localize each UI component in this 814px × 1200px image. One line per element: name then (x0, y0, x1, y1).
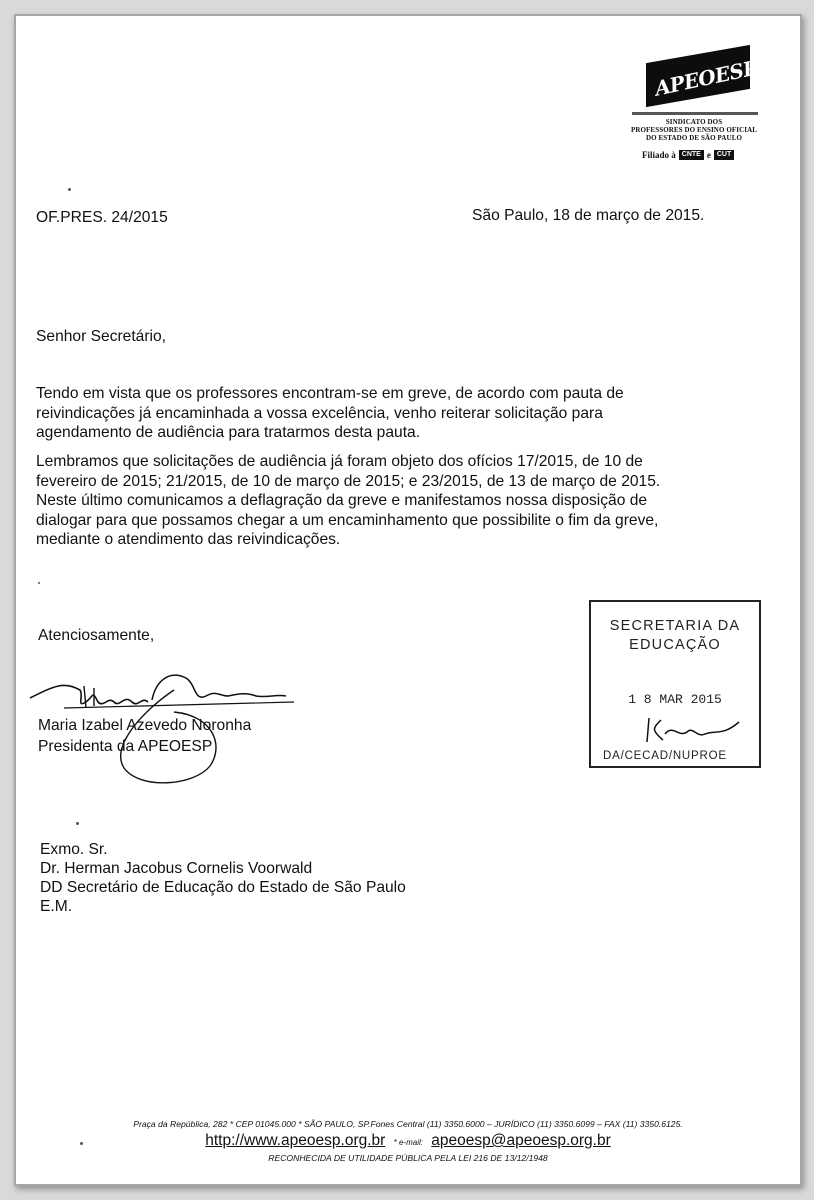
footer-recognition: RECONHECIDA DE UTILIDADE PÚBLICA PELA LEI 216 DE 13/12/1948 (268, 1153, 548, 1163)
logo-affiliation (642, 150, 734, 160)
recipient-line: DD Secretário de Educação do Estado de São Paulo (40, 879, 406, 896)
apeoesp-logo (628, 54, 758, 174)
letter-salutation: Senhor Secretário, (36, 328, 167, 345)
recipient-line: E.M. (40, 898, 73, 915)
speck-dot (76, 822, 79, 825)
logo-subtitle-line: SINDICATO DOS (665, 118, 723, 126)
affiliation-conjunction: e (706, 150, 711, 160)
footer-contact (16, 1132, 800, 1150)
paragraph-line: reivindicações já encaminhada a vossa excelência, venho reiterar solicitação para (36, 404, 603, 422)
logo-divider (632, 112, 758, 115)
stamp-initials-signature (643, 712, 753, 748)
document-page (14, 14, 802, 1186)
paragraph-line: fevereiro de 2015; 21/2015, de 10 de março de 2015; e 23/2015, de 13 de março de 2015. (36, 472, 661, 490)
stamp-line-2: EDUCAÇÃO (629, 637, 721, 653)
email-link[interactable]: apeoesp@apeoesp.org.br (431, 1132, 611, 1149)
stamp-department: DA/CECAD/NUPROE (603, 750, 727, 762)
logo-subtitle (628, 118, 760, 142)
recipient-line: Exmo. Sr. (40, 841, 108, 858)
paragraph-line: mediante o atendimento das reivindicações. (36, 531, 341, 549)
signatory-title: Presidenta da APEOESP (38, 738, 213, 755)
email-label: * e-mail: (393, 1138, 423, 1147)
footer-address: Praça da República, 282 * CEP 01045.000 * SÃO PAULO, SP.Fones Central (11) 3350.6000 – JURÍDICO (11) 3350.6099 – FAX (11) 3350.6125. (133, 1119, 683, 1129)
letter-date: São Paulo, 18 de março de 2015. (472, 207, 705, 224)
union-badge-cnte: CNTE (679, 150, 704, 160)
logo-brand-text: APEOESP (652, 55, 760, 101)
stamp-line-1: SECRETARIA DA (609, 618, 741, 634)
affiliation-label: Filiado à (642, 150, 676, 160)
logo-subtitle-line: PROFESSORES DO ENSINO OFICIAL (630, 126, 757, 134)
received-stamp (589, 600, 761, 768)
speck-dot (68, 188, 71, 191)
recipient-block (40, 840, 770, 916)
letter-closing: Atenciosamente, (38, 627, 155, 644)
union-badge-cut: CUT (714, 150, 734, 160)
speck-dot (80, 1142, 83, 1145)
letter-paragraph-2 (36, 452, 766, 550)
paragraph-line: agendamento de audiência para tratarmos desta pauta. (36, 424, 421, 442)
logo-subtitle-line: DO ESTADO DE SÃO PAULO (645, 134, 743, 142)
letter-paragraph-1 (36, 384, 766, 443)
website-link[interactable]: http://www.apeoesp.org.br (205, 1132, 386, 1149)
signatory-name: Maria Izabel Azevedo Noronha (38, 717, 252, 734)
speck-dot (38, 582, 40, 584)
stamp-date: 1 8 MAR 2015 (628, 692, 722, 707)
letter-reference: OF.PRES. 24/2015 (36, 209, 168, 226)
paragraph-line: Neste último comunicamos a deflagração da greve e manifestamos nossa disposição de (36, 492, 648, 510)
recipient-line: Dr. Herman Jacobus Cornelis Voorwald (40, 860, 313, 877)
paragraph-line: Tendo em vista que os professores encontram-se em greve, de acordo com pauta de (36, 385, 624, 402)
paragraph-line: dialogar para que possamos chegar a um encaminhamento que possibilite o fim da greve, (36, 511, 659, 529)
paragraph-line: Lembramos que solicitações de audiência já foram objeto dos ofícios 17/2015, de 10 de (36, 453, 643, 470)
